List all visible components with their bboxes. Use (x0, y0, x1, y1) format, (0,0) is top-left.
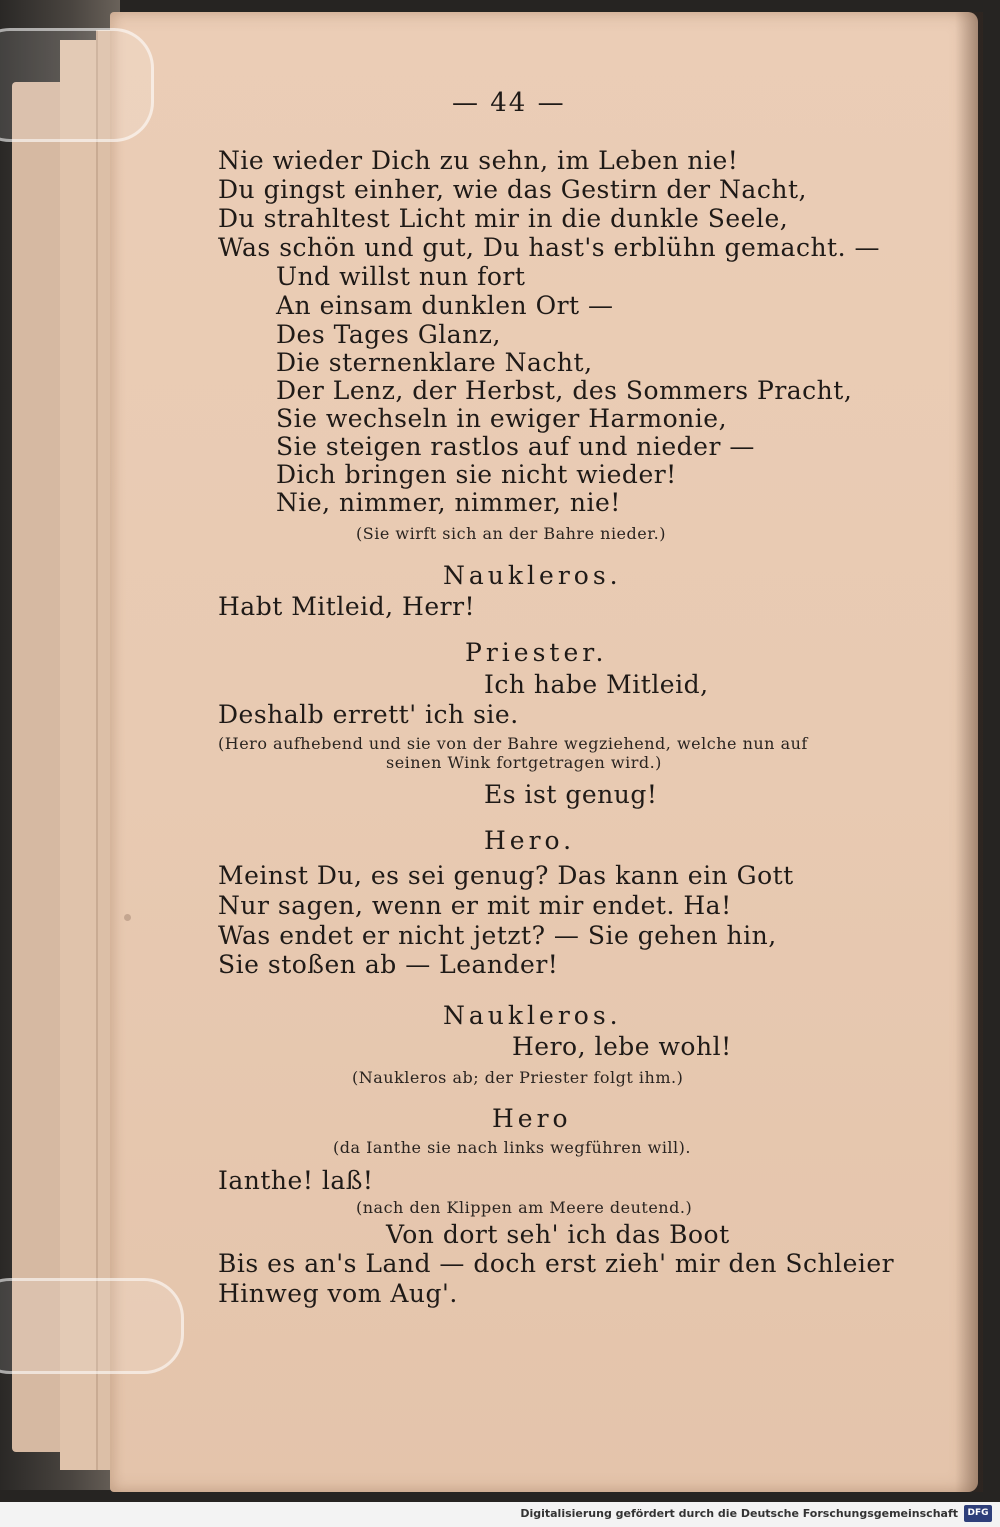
verse-line: Nie, nimmer, nimmer, nie! (276, 488, 621, 517)
page-number: — 44 — (452, 88, 566, 118)
verse-line: Du strahltest Licht mir in die dunkle Seele, (218, 204, 789, 233)
verse-line: Sie wechseln in ewiger Harmonie, (276, 404, 728, 433)
speaker-name: Hero (492, 1104, 572, 1133)
verse-line: Und willst nun fort (276, 262, 526, 291)
stage-direction: (Naukleros ab; der Priester folgt ihm.) (352, 1068, 684, 1087)
verse-line: Deshalb errett' ich sie. (218, 700, 519, 729)
pinhole (124, 914, 131, 921)
verse-line: Es ist genug! (484, 780, 658, 809)
verse-line: Die sternenklare Nacht, (276, 348, 593, 377)
verse-line: Meinst Du, es sei genug? Das kann ein Gott (218, 861, 794, 890)
verse-line: Hero, lebe wohl! (512, 1032, 732, 1061)
dfg-logo: DFG (964, 1505, 992, 1522)
stage-direction: (Sie wirft sich an der Bahre nieder.) (356, 524, 666, 543)
verse-line: Bis es an's Land — doch erst zieh' mir den Schleier (218, 1249, 895, 1278)
verse-line: Du gingst einher, wie das Gestirn der Nacht, (218, 175, 807, 204)
verse-line: Sie stoßen ab — Leander! (218, 950, 559, 979)
verse-line: Der Lenz, der Herbst, des Sommers Pracht, (276, 376, 853, 405)
verse-line: Nie wieder Dich zu sehn, im Leben nie! (218, 146, 739, 175)
speaker-name: Naukleros. (443, 561, 622, 590)
verse-line: Ich habe Mitleid, (484, 670, 709, 699)
speaker-name: Priester. (465, 638, 608, 667)
stage-direction: seinen Wink fortgetragen wird.) (386, 753, 662, 772)
verse-line: Des Tages Glanz, (276, 320, 501, 349)
footer-credit: Digitalisierung gefördert durch die Deutsche Forschungsgemeinschaft (520, 1507, 958, 1520)
page-gutter-shadow (955, 12, 983, 1492)
verse-line: Was endet er nicht jetzt? — Sie gehen hin, (218, 921, 777, 950)
verse-line: Sie steigen rastlos auf und nieder — (276, 432, 755, 461)
verse-line: Von dort seh' ich das Boot (386, 1220, 730, 1249)
plastic-clip-top (0, 28, 154, 142)
speaker-name: Naukleros. (443, 1001, 622, 1030)
verse-line: Hinweg vom Aug'. (218, 1279, 458, 1308)
speaker-name: Hero. (484, 826, 576, 855)
verse-line: Ianthe! laß! (218, 1166, 374, 1195)
verse-line: Dich bringen sie nicht wieder! (276, 460, 677, 489)
verse-line: Nur sagen, wenn er mit mir endet. Ha! (218, 891, 732, 920)
verse-line: An einsam dunklen Ort — (276, 291, 614, 320)
verse-line: Habt Mitleid, Herr! (218, 592, 476, 621)
stage-direction: (nach den Klippen am Meere deutend.) (356, 1198, 693, 1217)
footer-bar (0, 1502, 1000, 1527)
stage-direction: (Hero aufhebend und sie von der Bahre wegziehend, welche nun auf (218, 734, 808, 753)
verse-line: Was schön und gut, Du hast's erblühn gemacht. — (218, 233, 881, 262)
stage-direction: (da Ianthe sie nach links wegführen will). (333, 1138, 691, 1157)
plastic-clip-bottom (0, 1278, 184, 1374)
